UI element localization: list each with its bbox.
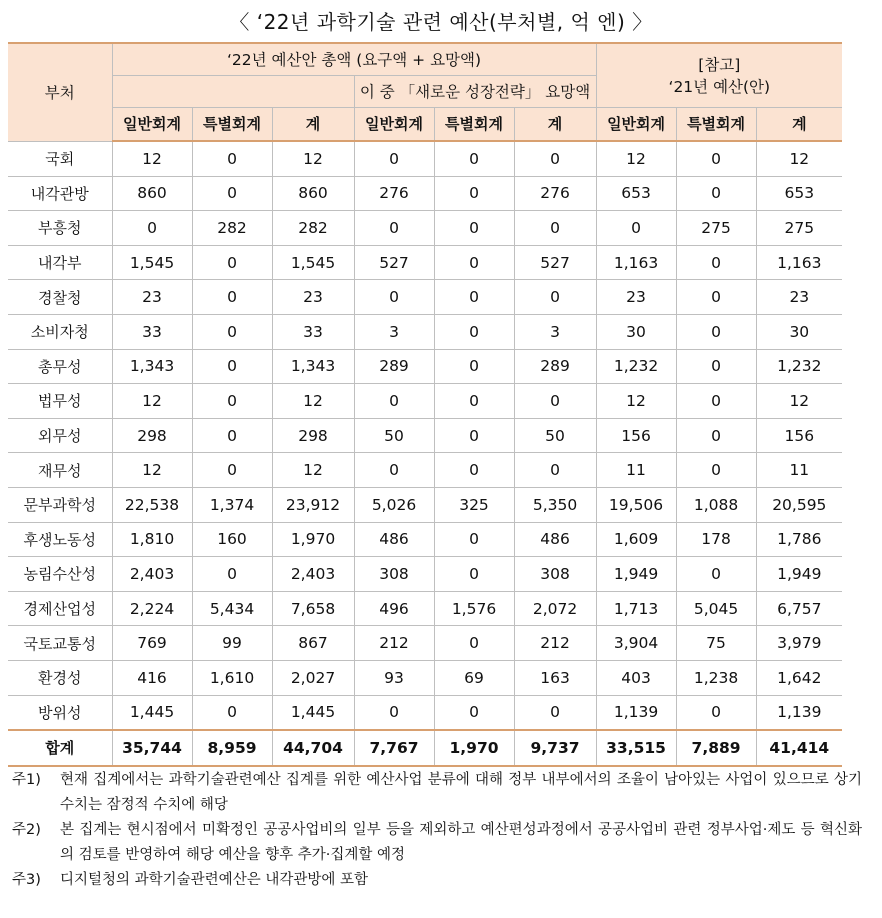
ministry-name: 방위성 (8, 695, 112, 730)
value-cell: 0 (192, 141, 272, 176)
value-cell: 12 (112, 141, 192, 176)
value-cell: 156 (756, 418, 842, 453)
value-cell: 1,139 (756, 695, 842, 730)
footnote-text: 디지털청의 과학기술관련예산은 내각관방에 포함 (60, 872, 368, 888)
value-cell: 2,027 (272, 660, 354, 695)
value-cell: 69 (434, 660, 514, 695)
table-row (8, 487, 842, 522)
table-row (8, 695, 842, 730)
value-cell: 0 (192, 453, 272, 488)
value-cell: 275 (676, 211, 756, 246)
value-cell: 1,576 (434, 591, 514, 626)
footnote-text: 본 집계는 현시점에서 미확정인 공공사업비의 일부 등을 제외하고 예산편성과정에서 공공사업비 관련 정부사업·제도 등 혁신화의 검토를 반영하여 해당 예산을 향후 추가·집계할 예정 (60, 822, 862, 863)
value-cell: 6,757 (756, 591, 842, 626)
value-cell: 2,224 (112, 591, 192, 626)
table-row (8, 591, 842, 626)
value-cell: 1,163 (596, 245, 676, 280)
table-row (8, 314, 842, 349)
value-cell: 3 (354, 314, 434, 349)
value-cell: 5,026 (354, 487, 434, 522)
value-cell: 12 (272, 141, 354, 176)
value-cell: 2,403 (272, 557, 354, 592)
value-cell: 527 (514, 245, 596, 280)
value-cell: 156 (596, 418, 676, 453)
value-cell: 11 (596, 453, 676, 488)
footnote (12, 868, 862, 893)
col-special-1: 특별회계 (192, 107, 272, 141)
col-total-3: 계 (756, 107, 842, 141)
value-cell: 1,949 (756, 557, 842, 592)
value-cell: 3 (514, 314, 596, 349)
footnote-label: 주1) (12, 772, 41, 788)
value-cell: 1,786 (756, 522, 842, 557)
col-special-2: 특별회계 (434, 107, 514, 141)
value-cell: 1,374 (192, 487, 272, 522)
value-cell: 23 (272, 280, 354, 315)
value-cell: 0 (676, 280, 756, 315)
value-cell: 527 (354, 245, 434, 280)
value-cell: 0 (434, 418, 514, 453)
value-cell: 275 (756, 211, 842, 246)
ministry-name: 외무성 (8, 418, 112, 453)
value-cell: 1,970 (272, 522, 354, 557)
ministry-name: 소비자청 (8, 314, 112, 349)
value-cell: 93 (354, 660, 434, 695)
value-cell: 0 (676, 141, 756, 176)
value-cell: 0 (192, 314, 272, 349)
budget-table (8, 42, 842, 767)
value-cell: 0 (434, 245, 514, 280)
value-cell: 860 (272, 176, 354, 211)
value-cell: 1,139 (596, 695, 676, 730)
value-cell: 1,610 (192, 660, 272, 695)
value-cell: 0 (434, 453, 514, 488)
footnote-text: 현재 집계에서는 과학기술관련예산 집계를 위한 예산사업 분류에 대해 정부 내부에서의 조율이 남아있는 사업이 있으므로 상기 수치는 잠정적 수치에 해당 (60, 772, 862, 813)
value-cell: 1,445 (272, 695, 354, 730)
value-cell: 11 (756, 453, 842, 488)
header-group-sub: 이 중 「새로운 성장전략」 요망액 (354, 75, 596, 107)
col-special-3: 특별회계 (676, 107, 756, 141)
value-cell: 44,704 (272, 730, 354, 766)
value-cell: 0 (514, 211, 596, 246)
value-cell: 23 (596, 280, 676, 315)
table-row (8, 245, 842, 280)
value-cell: 0 (112, 211, 192, 246)
value-cell: 1,810 (112, 522, 192, 557)
value-cell: 0 (354, 453, 434, 488)
value-cell: 0 (514, 141, 596, 176)
value-cell: 486 (514, 522, 596, 557)
value-cell: 1,545 (112, 245, 192, 280)
value-cell: 0 (434, 176, 514, 211)
value-cell: 0 (434, 557, 514, 592)
value-cell: 5,045 (676, 591, 756, 626)
value-cell: 12 (756, 141, 842, 176)
value-cell: 50 (354, 418, 434, 453)
ministry-name: 경찰청 (8, 280, 112, 315)
value-cell: 298 (112, 418, 192, 453)
value-cell: 0 (676, 384, 756, 419)
table-row (8, 280, 842, 315)
value-cell: 99 (192, 626, 272, 661)
value-cell: 12 (112, 384, 192, 419)
value-cell: 0 (434, 522, 514, 557)
header-ministry: 부처 (8, 43, 112, 141)
ministry-name: 합계 (8, 730, 112, 766)
value-cell: 276 (514, 176, 596, 211)
value-cell: 23,912 (272, 487, 354, 522)
value-cell: 0 (434, 280, 514, 315)
value-cell: 160 (192, 522, 272, 557)
value-cell: 0 (434, 349, 514, 384)
value-cell: 12 (756, 384, 842, 419)
table-body (8, 141, 842, 766)
table-row (8, 176, 842, 211)
value-cell: 23 (112, 280, 192, 315)
value-cell: 30 (596, 314, 676, 349)
footnote-label: 주3) (12, 872, 41, 888)
value-cell: 308 (354, 557, 434, 592)
value-cell: 178 (676, 522, 756, 557)
ministry-name: 문부과학성 (8, 487, 112, 522)
value-cell: 12 (112, 453, 192, 488)
value-cell: 0 (676, 314, 756, 349)
value-cell: 276 (354, 176, 434, 211)
table-row (8, 660, 842, 695)
value-cell: 12 (272, 384, 354, 419)
ministry-name: 부흥청 (8, 211, 112, 246)
value-cell: 0 (354, 211, 434, 246)
value-cell: 3,904 (596, 626, 676, 661)
ministry-name: 환경성 (8, 660, 112, 695)
value-cell: 0 (434, 626, 514, 661)
value-cell: 1,238 (676, 660, 756, 695)
value-cell: 0 (192, 245, 272, 280)
header-group-reference (596, 43, 842, 107)
value-cell: 20,595 (756, 487, 842, 522)
header-reference-line2: ‘21년 예산(안) (668, 78, 771, 97)
value-cell: 496 (354, 591, 434, 626)
value-cell: 0 (434, 211, 514, 246)
value-cell: 0 (676, 176, 756, 211)
value-cell: 0 (514, 384, 596, 419)
value-cell: 403 (596, 660, 676, 695)
value-cell: 75 (676, 626, 756, 661)
value-cell: 1,545 (272, 245, 354, 280)
ministry-name: 법무성 (8, 384, 112, 419)
value-cell: 30 (756, 314, 842, 349)
value-cell: 12 (596, 141, 676, 176)
value-cell: 1,088 (676, 487, 756, 522)
value-cell: 0 (192, 695, 272, 730)
value-cell: 0 (192, 176, 272, 211)
value-cell: 5,434 (192, 591, 272, 626)
total-row (8, 730, 842, 766)
value-cell: 9,737 (514, 730, 596, 766)
value-cell: 212 (354, 626, 434, 661)
value-cell: 1,609 (596, 522, 676, 557)
footnote (12, 818, 862, 868)
value-cell: 1,232 (596, 349, 676, 384)
ministry-name: 농림수산성 (8, 557, 112, 592)
value-cell: 1,949 (596, 557, 676, 592)
value-cell: 19,506 (596, 487, 676, 522)
table-row (8, 418, 842, 453)
table-row (8, 141, 842, 176)
ministry-name: 후생노동성 (8, 522, 112, 557)
ministry-name: 국회 (8, 141, 112, 176)
value-cell: 23 (756, 280, 842, 315)
footnote (12, 768, 862, 818)
value-cell: 860 (112, 176, 192, 211)
value-cell: 282 (272, 211, 354, 246)
value-cell: 1,970 (434, 730, 514, 766)
value-cell: 0 (514, 695, 596, 730)
value-cell: 7,658 (272, 591, 354, 626)
table-row (8, 211, 842, 246)
value-cell: 282 (192, 211, 272, 246)
value-cell: 298 (272, 418, 354, 453)
value-cell: 486 (354, 522, 434, 557)
value-cell: 867 (272, 626, 354, 661)
value-cell: 0 (434, 384, 514, 419)
table-row (8, 349, 842, 384)
value-cell: 7,889 (676, 730, 756, 766)
value-cell: 163 (514, 660, 596, 695)
col-total-2: 계 (514, 107, 596, 141)
ministry-name: 재무성 (8, 453, 112, 488)
ministry-name: 내각관방 (8, 176, 112, 211)
value-cell: 0 (354, 384, 434, 419)
value-cell: 0 (192, 557, 272, 592)
value-cell: 325 (434, 487, 514, 522)
value-cell: 0 (676, 695, 756, 730)
value-cell: 0 (354, 141, 434, 176)
value-cell: 0 (192, 418, 272, 453)
value-cell: 50 (514, 418, 596, 453)
value-cell: 1,642 (756, 660, 842, 695)
header-spacer (112, 75, 354, 107)
value-cell: 1,445 (112, 695, 192, 730)
value-cell: 769 (112, 626, 192, 661)
value-cell: 0 (434, 141, 514, 176)
table-row (8, 557, 842, 592)
value-cell: 0 (354, 695, 434, 730)
value-cell: 0 (192, 384, 272, 419)
value-cell: 0 (676, 557, 756, 592)
value-cell: 0 (192, 280, 272, 315)
value-cell: 1,163 (756, 245, 842, 280)
value-cell: 35,744 (112, 730, 192, 766)
value-cell: 2,072 (514, 591, 596, 626)
value-cell: 1,343 (112, 349, 192, 384)
value-cell: 308 (514, 557, 596, 592)
value-cell: 289 (354, 349, 434, 384)
value-cell: 212 (514, 626, 596, 661)
value-cell: 0 (514, 453, 596, 488)
value-cell: 1,713 (596, 591, 676, 626)
value-cell: 0 (676, 349, 756, 384)
value-cell: 0 (434, 314, 514, 349)
value-cell: 12 (272, 453, 354, 488)
value-cell: 0 (676, 245, 756, 280)
value-cell: 1,232 (756, 349, 842, 384)
value-cell: 653 (596, 176, 676, 211)
col-general-3: 일반회계 (596, 107, 676, 141)
page-title: 〈 ‘22년 과학기술 관련 예산(부처별, 억 엔) 〉 (229, 10, 653, 34)
footnote-label: 주2) (12, 822, 41, 838)
value-cell: 289 (514, 349, 596, 384)
value-cell: 1,343 (272, 349, 354, 384)
ministry-name: 총무성 (8, 349, 112, 384)
value-cell: 33 (112, 314, 192, 349)
header-reference-line1: [참고] (698, 56, 741, 75)
footnotes (12, 768, 862, 893)
col-total-1: 계 (272, 107, 354, 141)
table-row (8, 626, 842, 661)
value-cell: 12 (596, 384, 676, 419)
table-row (8, 522, 842, 557)
value-cell: 41,414 (756, 730, 842, 766)
value-cell: 5,350 (514, 487, 596, 522)
ministry-name: 국토교통성 (8, 626, 112, 661)
value-cell: 0 (514, 280, 596, 315)
header-group-main: ‘22년 예산안 총액 (요구액 + 요망액) (112, 43, 596, 75)
ministry-name: 경제산업성 (8, 591, 112, 626)
value-cell: 0 (676, 453, 756, 488)
ministry-name: 내각부 (8, 245, 112, 280)
value-cell: 0 (676, 418, 756, 453)
value-cell: 7,767 (354, 730, 434, 766)
value-cell: 2,403 (112, 557, 192, 592)
value-cell: 8,959 (192, 730, 272, 766)
value-cell: 0 (354, 280, 434, 315)
col-general-1: 일반회계 (112, 107, 192, 141)
value-cell: 416 (112, 660, 192, 695)
value-cell: 22,538 (112, 487, 192, 522)
value-cell: 0 (434, 695, 514, 730)
table-row (8, 384, 842, 419)
value-cell: 3,979 (756, 626, 842, 661)
value-cell: 33,515 (596, 730, 676, 766)
value-cell: 33 (272, 314, 354, 349)
col-general-2: 일반회계 (354, 107, 434, 141)
value-cell: 653 (756, 176, 842, 211)
value-cell: 0 (192, 349, 272, 384)
value-cell: 0 (596, 211, 676, 246)
table-row (8, 453, 842, 488)
